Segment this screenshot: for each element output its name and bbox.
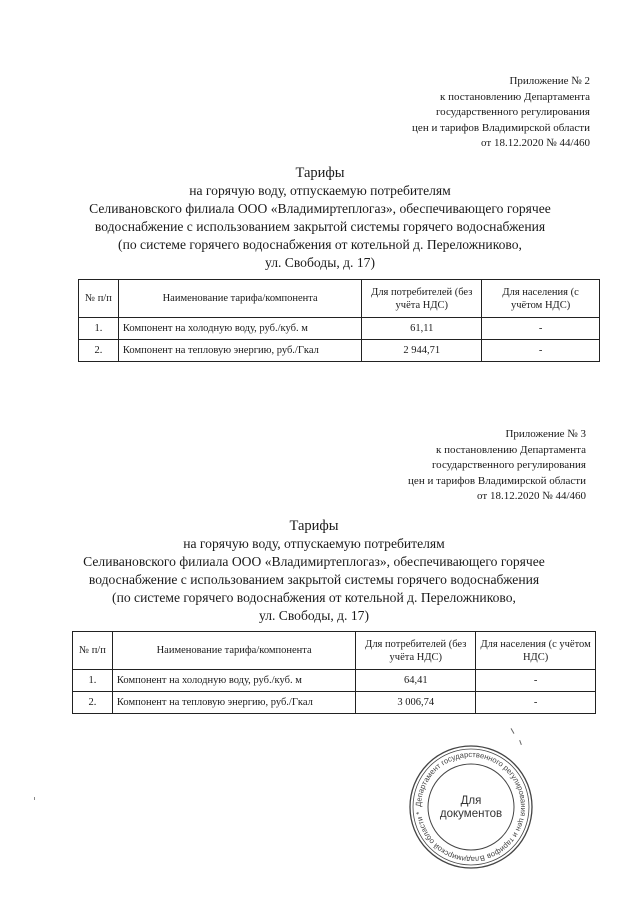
stamp-label: документов <box>439 808 503 820</box>
appendix-ref-line: цен и тарифов Владимирской области <box>412 121 590 134</box>
cell-consumers: 3 006,74 <box>356 692 476 714</box>
title-line: ул. Свободы, д. 17) <box>259 608 369 623</box>
title-line: водоснабжение с использованием закрытой системы горячего водоснабжения <box>94 219 546 234</box>
page-title: Тарифы <box>289 518 339 534</box>
appendix-ref-line: к постановлению Департамента <box>435 443 586 456</box>
cell-consumers: 2 944,71 <box>362 340 482 362</box>
cell-number: 1. <box>73 670 113 692</box>
table-header-row <box>79 280 600 318</box>
cell-population: - <box>482 340 600 362</box>
stamp-ring-text: Департамент государственного регулирования цен и тарифов Владимирской области * <box>413 749 529 865</box>
appendix-date: от 18.12.2020 № 44/460 <box>481 137 590 149</box>
col-header-population: Для населения (с учётом НДС) <box>476 632 596 670</box>
appendix-date: от 18.12.2020 № 44/460 <box>477 490 586 502</box>
col-header-name: Наименование тарифа/компонента <box>112 632 355 670</box>
appendix-ref-line: цен и тарифов Владимирской области <box>408 474 586 487</box>
title-line: на горячую воду, отпускаемую потребителям <box>183 536 445 551</box>
stamp-label: Для <box>460 795 482 807</box>
title-line: (по системе горячего водоснабжения от котельной д. Переложниково, <box>118 237 522 252</box>
title-line: водоснабжение с использованием закрытой системы горячего водоснабжения <box>88 572 540 587</box>
title-line: на горячую воду, отпускаемую потребителям <box>189 183 451 198</box>
page-title: Тарифы <box>295 165 345 181</box>
col-header-number: № п/п <box>79 280 119 318</box>
appendix-ref-line: к постановлению Департамента <box>439 90 590 103</box>
tariff-title-block <box>40 164 600 272</box>
cell-name: Компонент на тепловую энергию, руб./Гкал <box>118 340 361 362</box>
scan-mark <box>511 728 515 734</box>
table-row <box>73 692 596 714</box>
col-header-consumers: Для потребителей (без учёта НДС) <box>356 632 476 670</box>
cell-consumers: 64,41 <box>356 670 476 692</box>
col-header-consumers: Для потребителей (без учёта НДС) <box>362 280 482 318</box>
stamp-center-text <box>408 795 534 821</box>
col-header-population: Для населения (с учётом НДС) <box>482 280 600 318</box>
title-line: Селивановского филиала ООО «Владимиртеплогаз», обеспечивающего горячее <box>83 554 545 569</box>
title-line: ул. Свободы, д. 17) <box>265 255 375 270</box>
cell-number: 1. <box>79 318 119 340</box>
cell-name: Компонент на тепловую энергию, руб./Гкал <box>112 692 355 714</box>
appendix-number: Приложение № 3 <box>505 428 586 440</box>
appendix-header-3 <box>266 427 586 505</box>
table-row <box>73 670 596 692</box>
appendix-header-2 <box>270 74 590 152</box>
appendix-ref-line: государственного регулирования <box>435 106 590 118</box>
tariff-table <box>72 631 596 714</box>
table-row <box>79 318 600 340</box>
cell-population: - <box>482 318 600 340</box>
scan-mark <box>34 797 35 800</box>
cell-name: Компонент на холодную воду, руб./куб. м <box>112 670 355 692</box>
cell-number: 2. <box>73 692 113 714</box>
table-header-row <box>73 632 596 670</box>
col-header-name: Наименование тарифа/компонента <box>118 280 361 318</box>
cell-number: 2. <box>79 340 119 362</box>
appendix-ref-line: государственного регулирования <box>431 459 586 471</box>
official-stamp <box>408 744 534 870</box>
cell-population: - <box>476 692 596 714</box>
col-header-number: № п/п <box>73 632 113 670</box>
tariff-table <box>78 279 600 362</box>
cell-consumers: 61,11 <box>362 318 482 340</box>
title-line: Селивановского филиала ООО «Владимиртеплогаз», обеспечивающего горячее <box>89 201 551 216</box>
title-line: (по системе горячего водоснабжения от котельной д. Переложниково, <box>112 590 516 605</box>
appendix-number: Приложение № 2 <box>509 75 590 87</box>
tariff-title-block <box>34 517 594 625</box>
cell-name: Компонент на холодную воду, руб./куб. м <box>118 318 361 340</box>
table-row <box>79 340 600 362</box>
cell-population: - <box>476 670 596 692</box>
